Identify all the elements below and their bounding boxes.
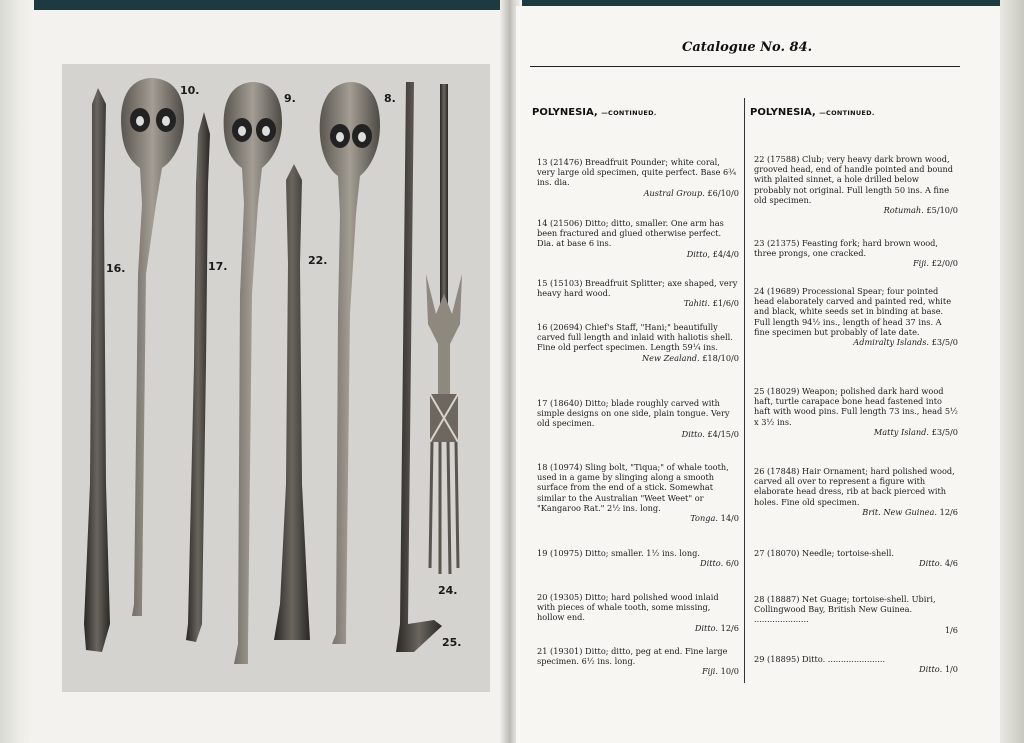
- entry-text: 27 (18070) Needle; tortoise-shell.: [754, 548, 894, 558]
- entry-price: £1/6/0: [712, 298, 739, 309]
- entry-price: £6/10/0: [707, 187, 739, 198]
- artifact-25-weapon: [396, 82, 442, 652]
- catalogue-entry: [754, 594, 958, 635]
- entry-price: £3/5/0: [931, 337, 958, 348]
- artifact-17-spear: [186, 112, 210, 642]
- left-page-edge: [0, 0, 34, 743]
- entry-price: 12/6: [939, 506, 958, 517]
- header-rule: [530, 66, 960, 67]
- entry-price: £18/10/0: [702, 352, 739, 363]
- entry-text: 28 (18887) Net Guage; tortoise-shell. Ubiri, Collingwood Bay, British New Guinea. .....................: [754, 594, 936, 625]
- figure-label-22: 22.: [308, 254, 328, 267]
- entry-text: 25 (18029) Weapon; polished dark hard wood haft, turtle carapace bone head fastened into haft with wood pins. Full length 73 ins., head 5½ x 3½ ins.: [754, 386, 958, 427]
- entry-location: Tonga.: [690, 513, 718, 524]
- entry-price: £5/10/0: [926, 205, 958, 216]
- entry-price: 10/0: [720, 666, 739, 677]
- entry-price: 1/6: [944, 624, 958, 635]
- entry-text: 19 (10975) Ditto; smaller. 1½ ins. long.: [537, 548, 700, 558]
- entry-text: 16 (20694) Chief's Staff, "Hani;" beautifully carved full length and inlaid with haliotis shell. Fine old perfect specimen. Length 59¼ ins.: [537, 322, 733, 353]
- entry-text: 18 (10974) Sling bolt, "Tiqua;" of whale tooth, used in a game by slinging along a smooth surface from the end of a stick. Somewhat similar to the Australian "Weet Weet" or "Kangaroo Rat." 2½ ins. long.: [537, 462, 729, 513]
- artifact-10-club: [121, 78, 184, 616]
- figure-label-25: 25.: [442, 636, 462, 649]
- catalogue-entry: [537, 462, 739, 523]
- catalogue-entry: [537, 218, 739, 259]
- entry-text: 20 (19305) Ditto; hard polished wood inlaid with pieces of whale tooth, some missing, hollow end.: [537, 592, 719, 623]
- entry-location: New Zealand.: [641, 352, 700, 363]
- entry-text: 13 (21476) Breadfruit Pounder; white coral, very large old specimen, quite perfect. Base 6¾ ins. dia.: [537, 157, 737, 188]
- catalogue-entry: [537, 592, 739, 633]
- figure-label-17: 17.: [208, 260, 228, 273]
- section-heading-left-sub: —CONTINUED.: [601, 109, 657, 117]
- catalogue-entry: [754, 548, 958, 568]
- entry-text: 24 (19689) Processional Spear; four pointed head elaborately carved and painted red, white and black, white seeds set in binding at base. Full length 94½ ins., length of head 37 ins. A fine specimen but probably of late date.: [754, 286, 952, 337]
- entry-price: 1/0: [944, 664, 958, 675]
- section-heading-left: [532, 107, 657, 118]
- section-heading-right-sub: —CONTINUED.: [819, 109, 875, 117]
- entry-location: Tahiti.: [683, 298, 711, 309]
- figure-label-8: 8.: [384, 92, 396, 105]
- entry-location: Austral Group.: [643, 187, 705, 198]
- entry-text: 22 (17588) Club; very heavy dark brown wood, grooved head, end of handle pointed and bound with plaited sinnet, a hole drilled below probably not original. Full length 50 ins. A fine old specimen.: [754, 154, 954, 205]
- entry-price: £3/5/0: [931, 426, 958, 437]
- section-heading-right: [750, 107, 875, 118]
- entry-location: Rotumah.: [883, 205, 924, 216]
- figure-label-10: 10.: [180, 84, 200, 97]
- entry-price: 6/0: [725, 558, 739, 569]
- entry-price: £4/4/0: [712, 248, 739, 259]
- entry-location: Admiralty Islands.: [853, 337, 930, 348]
- entry-location: Ditto.: [919, 664, 943, 675]
- catalogue-entry: [537, 322, 739, 363]
- entry-price: £2/0/0: [931, 258, 958, 269]
- entry-text: 17 (18640) Ditto; blade roughly carved with simple designs on one side, plain tongue. Very old specimen.: [537, 398, 730, 429]
- entry-location: Matty Island.: [873, 426, 930, 437]
- catalogue-entry: [537, 278, 739, 309]
- section-heading-left-title: POLYNESIA,: [532, 107, 598, 118]
- artifact-9-club: [224, 82, 282, 664]
- page-title: Catalogue No. 84.: [682, 40, 813, 55]
- entry-text: 14 (21506) Ditto; ditto, smaller. One arm has been fractured and glued otherwise perfect. Dia. at base 6 ins.: [537, 218, 724, 249]
- catalogue-entry: [754, 238, 958, 269]
- artifact-24-spear-shaft: [440, 84, 448, 324]
- entry-text: 23 (21375) Feasting fork; hard brown wood, three prongs, one cracked.: [754, 238, 939, 259]
- artifact-8-club: [320, 82, 380, 644]
- figure-label-9: 9.: [284, 92, 296, 105]
- catalogue-entry: [537, 398, 739, 439]
- entry-location: Ditto.: [700, 558, 724, 569]
- artifact-16-staff: [84, 88, 110, 652]
- catalogue-entry: [754, 386, 958, 437]
- catalogue-entry: [754, 154, 958, 215]
- entry-location: Ditto,: [686, 248, 711, 259]
- entry-price: 4/6: [944, 558, 958, 569]
- entry-location: Fiji.: [701, 666, 718, 677]
- artifact-illustration: [62, 64, 490, 692]
- catalogue-entry: [754, 654, 958, 674]
- photo-plate: [62, 64, 490, 692]
- catalogue-entry: [754, 286, 958, 347]
- entry-location: Ditto.: [681, 428, 705, 439]
- catalogue-entry: [537, 157, 739, 198]
- entry-price: 14/0: [720, 513, 739, 524]
- entry-location: Ditto.: [919, 558, 943, 569]
- entry-location: Brit. New Guinea.: [862, 506, 937, 517]
- figure-label-16: 16.: [106, 262, 126, 275]
- catalogue-entry: [754, 466, 958, 517]
- entry-price: £4/15/0: [707, 428, 739, 439]
- catalogue-entry: [537, 646, 739, 677]
- entry-text: 29 (18895) Ditto. ......................: [754, 654, 886, 664]
- entry-text: 21 (19301) Ditto; ditto, peg at end. Fine large specimen. 6½ ins. long.: [537, 646, 728, 667]
- right-page-edge: [1000, 0, 1024, 743]
- section-heading-right-title: POLYNESIA,: [750, 107, 816, 118]
- entry-location: Fiji.: [912, 258, 930, 269]
- figure-label-24: 24.: [438, 584, 458, 597]
- entry-text: 26 (17848) Hair Ornament; hard polished wood, carved all over to represent a figure with elaborate head dress, rib at back pierced with holes. Fine old specimen.: [754, 466, 955, 507]
- entry-location: Ditto.: [694, 622, 718, 633]
- artifact-22-club: [274, 164, 310, 640]
- column-divider: [744, 98, 745, 683]
- entry-price: 12/6: [720, 622, 739, 633]
- entry-text: 15 (15103) Breadfruit Splitter; axe shaped, very heavy hard wood.: [537, 278, 738, 299]
- catalogue-entry: [537, 548, 739, 568]
